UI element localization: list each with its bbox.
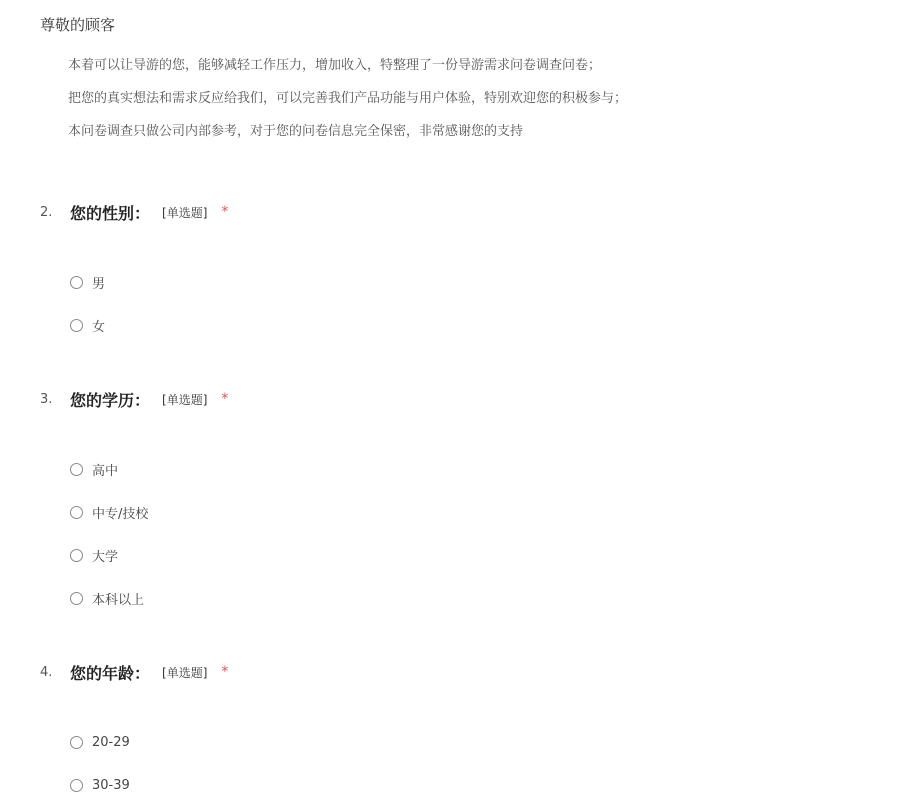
greeting-heading: 尊敬的顾客 bbox=[40, 16, 116, 34]
option-label: 大学 bbox=[92, 549, 119, 565]
option-gender-female[interactable] bbox=[70, 316, 105, 334]
option-label: 中专/技校 bbox=[92, 506, 149, 522]
question-number: 2. bbox=[40, 204, 53, 220]
question-gender bbox=[40, 201, 228, 223]
option-gender-male[interactable] bbox=[70, 273, 105, 291]
intro-line-2: 把您的真实想法和需求反应给我们，可以完善我们产品功能与用户体验，特别欢迎您的积极参与； bbox=[68, 91, 628, 106]
question-number: 3. bbox=[40, 391, 53, 407]
question-title: 您的性别： bbox=[70, 203, 151, 223]
radio-button[interactable] bbox=[70, 779, 83, 792]
radio-button[interactable] bbox=[70, 549, 83, 562]
intro-line-1: 本着可以让导游的您，能够减轻工作压力，增加收入，特整理了一份导游需求问卷调查问卷； bbox=[68, 58, 602, 73]
intro-line-3: 本问卷调查只做公司内部参考，对于您的问卷信息完全保密，非常感谢您的支持 bbox=[68, 124, 524, 139]
option-education-above-bachelor[interactable] bbox=[70, 589, 144, 607]
option-label: 30-39 bbox=[92, 777, 130, 793]
radio-button[interactable] bbox=[70, 463, 83, 476]
option-age-30-39[interactable] bbox=[70, 776, 130, 794]
option-education-vocational[interactable] bbox=[70, 503, 148, 521]
radio-button[interactable] bbox=[70, 736, 83, 749]
question-title: 您的年龄： bbox=[70, 663, 151, 683]
required-mark: * bbox=[221, 391, 229, 407]
option-label: 女 bbox=[92, 319, 106, 335]
option-label: 本科以上 bbox=[92, 592, 145, 608]
question-education bbox=[40, 388, 228, 410]
option-age-20-29[interactable] bbox=[70, 733, 130, 751]
question-type: [单选题] bbox=[162, 665, 208, 680]
question-type: [单选题] bbox=[162, 205, 208, 220]
option-education-university[interactable] bbox=[70, 546, 118, 564]
radio-button[interactable] bbox=[70, 319, 83, 332]
required-mark: * bbox=[221, 664, 229, 680]
question-age bbox=[40, 661, 228, 683]
option-label: 高中 bbox=[92, 463, 119, 479]
question-type: [单选题] bbox=[162, 392, 208, 407]
required-mark: * bbox=[221, 204, 229, 220]
option-education-highschool[interactable] bbox=[70, 460, 118, 478]
radio-button[interactable] bbox=[70, 276, 83, 289]
option-label: 20-29 bbox=[92, 734, 130, 750]
option-label: 男 bbox=[92, 276, 106, 292]
question-title: 您的学历： bbox=[70, 390, 151, 410]
radio-button[interactable] bbox=[70, 506, 83, 519]
question-number: 4. bbox=[40, 664, 53, 680]
radio-button[interactable] bbox=[70, 592, 83, 605]
